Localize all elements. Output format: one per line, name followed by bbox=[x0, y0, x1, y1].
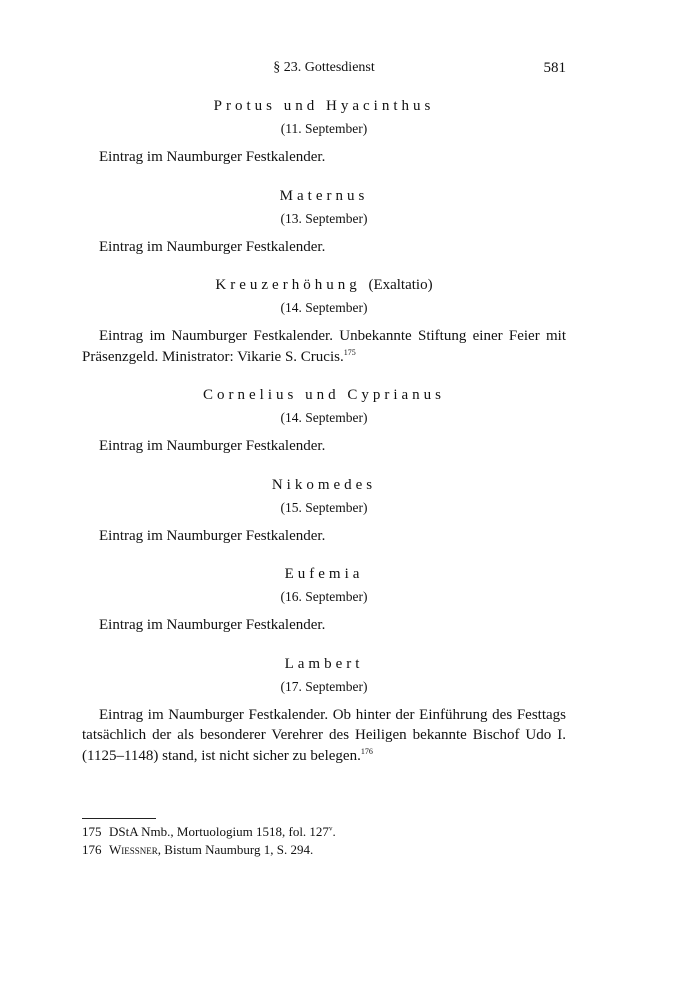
spacer bbox=[82, 367, 566, 385]
footnote-author: Wiessner bbox=[109, 842, 158, 857]
feast-entry bbox=[82, 654, 566, 767]
footnote-text: DStA Nmb., Mortuologium 1518, fol. 127 bbox=[109, 824, 329, 839]
spacer bbox=[82, 457, 566, 475]
feast-entry bbox=[82, 475, 566, 547]
feast-title: Maternus bbox=[279, 187, 369, 204]
footnotes bbox=[82, 823, 566, 859]
feast-date: (14. September) bbox=[280, 410, 368, 425]
footnote-reference[interactable]: 175 bbox=[343, 347, 356, 357]
feast-entry bbox=[82, 385, 566, 457]
footnote-176 bbox=[82, 841, 566, 859]
footnote-text: , Bistum Naumburg 1, S. 294. bbox=[157, 842, 314, 857]
feast-text: Eintrag im Naumburger Festkalender. bbox=[99, 438, 326, 454]
feast-text bbox=[82, 326, 566, 367]
feast-text-body: Eintrag im Naumburger Festkalender. Ob hinter der Einführung des Festtags tatsächlich der als besonderer Verehrer des Heiligen bekannte Bischof Udo I. (1125–1148) stand, ist nicht sicher zu belegen. bbox=[82, 706, 566, 764]
feast-title-main: Kreuzerhöhung bbox=[215, 277, 361, 293]
footnote-reference[interactable]: 176 bbox=[360, 746, 373, 756]
running-title: § 23. Gottesdienst bbox=[273, 60, 375, 75]
main-content bbox=[82, 96, 566, 766]
spacer bbox=[82, 168, 566, 186]
feast-title: Nikomedes bbox=[271, 476, 377, 493]
footnote-superscript: v bbox=[328, 824, 333, 833]
feast-text: Eintrag im Naumburger Festkalender. bbox=[99, 149, 326, 165]
feast-title: Protus und Hyacinthus bbox=[213, 98, 435, 114]
feast-title bbox=[82, 275, 566, 295]
feast-entry bbox=[82, 564, 566, 636]
footnote-tail: . bbox=[332, 824, 336, 839]
feast-text: Eintrag im Naumburger Festkalender. bbox=[99, 617, 326, 633]
footnote-divider bbox=[82, 818, 156, 819]
feast-date: (11. September) bbox=[280, 121, 368, 136]
feast-text-body: Eintrag im Naumburger Festkalender. Unbekannte Stiftung einer Feier mit Präsenzgeld. Ministrator: Vikarie S. Crucis. bbox=[82, 328, 566, 365]
feast-title-suffix: (Exaltatio) bbox=[368, 277, 433, 293]
feast-entry bbox=[82, 275, 566, 367]
document-page bbox=[82, 0, 566, 988]
footnote-number: 175 bbox=[82, 824, 102, 839]
feast-date: (15. September) bbox=[280, 499, 368, 515]
spacer bbox=[82, 636, 566, 654]
feast-text bbox=[82, 705, 566, 767]
feast-date: (16. September) bbox=[280, 589, 368, 604]
feast-title: Cornelius und Cyprianus bbox=[203, 387, 445, 403]
footnote-175 bbox=[82, 823, 566, 841]
feast-date: (14. September) bbox=[280, 300, 368, 315]
page-number: 581 bbox=[543, 60, 566, 76]
feast-title: Lambert bbox=[284, 655, 364, 672]
feast-date: (17. September) bbox=[280, 678, 368, 694]
feast-text: Eintrag im Naumburger Festkalender. bbox=[99, 238, 326, 255]
running-head bbox=[82, 60, 566, 80]
footnote-number: 176 bbox=[82, 842, 102, 857]
feast-entry bbox=[82, 186, 566, 258]
spacer bbox=[82, 546, 566, 564]
feast-title: Eufemia bbox=[284, 566, 364, 582]
feast-date: (13. September) bbox=[280, 210, 368, 226]
feast-text: Eintrag im Naumburger Festkalender. bbox=[99, 527, 326, 544]
feast-entry bbox=[82, 96, 566, 168]
spacer bbox=[82, 257, 566, 275]
